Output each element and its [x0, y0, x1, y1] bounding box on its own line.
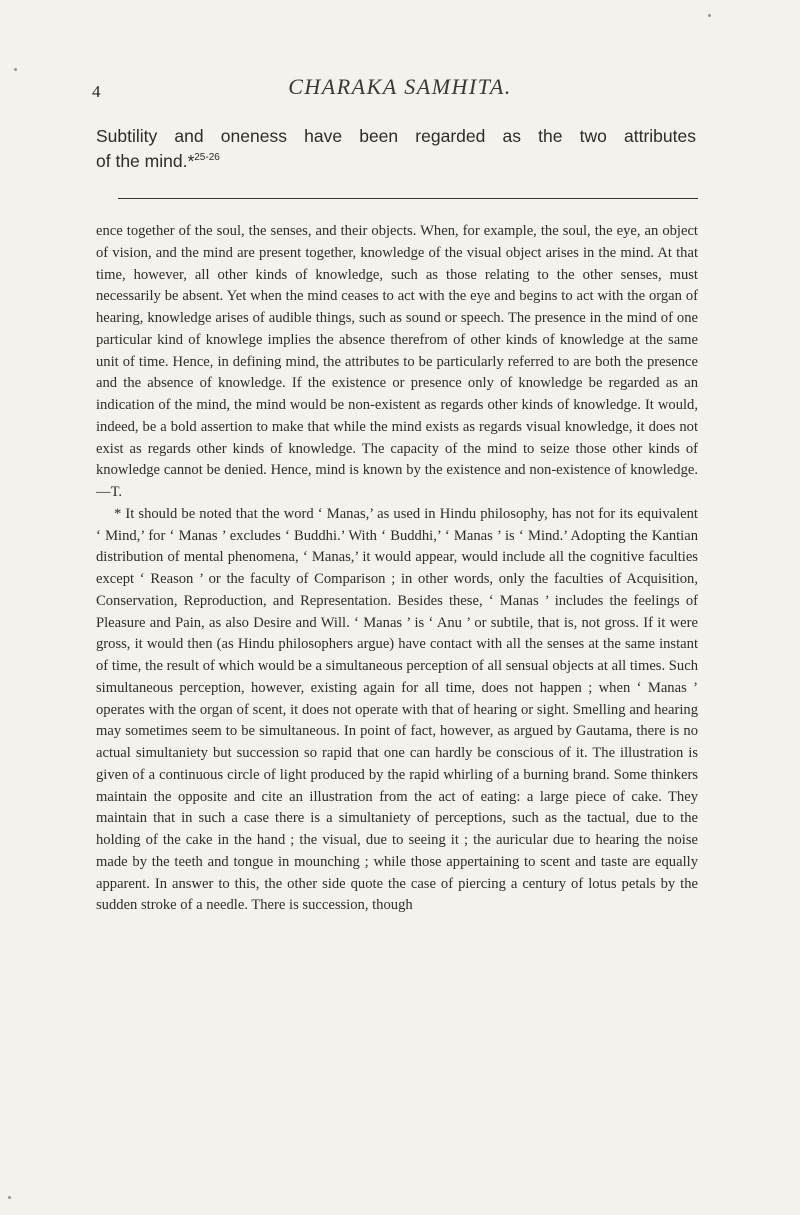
main-verse	[96, 124, 696, 174]
page-number: 4	[92, 82, 101, 101]
print-speck	[708, 14, 711, 17]
footnote-separator	[118, 198, 698, 199]
running-title: CHARAKA SAMHITA.	[288, 74, 512, 99]
footnote-paragraph-continued: ence together of the soul, the senses, and their objects. When, for example, the soul, the eye, an object of vision, and the mind are present together, knowledge of the visual object arises in the mind. At that time, however, all other kinds of knowledge, such as those relating to the other senses, must necessarily be absent. Yet when the mind ceases to act with the eye and begins to act with the organ of hearing, knowledge arises of audible things, such as sound or speech. The presence in the mind of one particular kind of knowlege implies the absence therefrom of other kinds of knowledge at the same unit of time. Hence, in defining mind, the attributes to be particularly referred to are both the presence and the absence of knowledge. If the existence or presence only of knowledge be regarded as an indication of the mind, the mind would be non-existent as regards other kinds of knowledge. It would, indeed, be a bold assertion to make that while the mind exists as regards visual knowledge, it does not exist as regards other kinds of knowledge. The capacity of the mind to seize those other kinds of knowledge cannot be denied. Hence, mind is known by the existence and non-existence of knowledge.—T.	[96, 223, 698, 500]
main-verse-line-1: Subtility and oneness have been regarded as the two attributes	[96, 126, 696, 146]
verse-number: 25-26	[194, 152, 220, 164]
print-speck	[8, 1196, 11, 1199]
footnote-paragraph-manas: * It should be noted that the word ‘ Manas,’ as used in Hindu philosophy, has not for its equivalent ‘ Mind,’ for ‘ Manas ’ excludes ‘ Buddhi.’ With ‘ Buddhi,’ ‘ Manas ’ is ‘ Mind.’ Adopting the Kantian distribution of mental phenomena, ‘ Manas,’ it would appear, would include all the cognitive faculties except ‘ Reason ’ or the faculty of Comparison ; in other words, only the faculties of Acquisition, Conservation, Reproduction, and Representation. Besides these, ‘ Manas ’ includes the feelings of Pleasure and Pain, as also Desire and Will. ‘ Manas ’ is ‘ Anu ’ or subtile, that is, not gross. If it were gross, it would then (as Hindu philosophers argue) have contact with all the senses at the same instant of time, the result of which would be a simultaneous perception of all sensual objects at all times. Such simultaneous perception, however, existing again for all time, does not happen ; when ‘ Manas ’ operates with the organ of scent, it does not operate with that of hearing or sight. Smelling and hearing may sometimes seem to be simultaneous. In point of fact, however, as argued by Gautama, there is no actual simultaniety but succession so rapid that one can hardly be conscious of it. The illustration is given of a continuous circle of light produced by the rapid whirling of a burning brand. Some thinkers maintain the opposite and cite an illustration from the act of eating: a large piece of cake. They maintain that in such a case there is a simultaniety of perceptions, such as the tactual, due to the holding of the cake in the hand ; the visual, due to seeing it ; the auricular due to hearing the noise made by the teeth and tongue in mounching ; while those appertaining to scent and taste are equally apparent. In answer to this, the other side quote the case of piercing a century of lotus petals by the sudden stroke of a needle. There is succession, though	[96, 505, 698, 914]
main-verse-line-2-text: of the mind.*	[96, 151, 195, 171]
main-verse-line-2	[96, 151, 220, 171]
footnote	[96, 221, 698, 917]
print-speck	[14, 68, 17, 71]
